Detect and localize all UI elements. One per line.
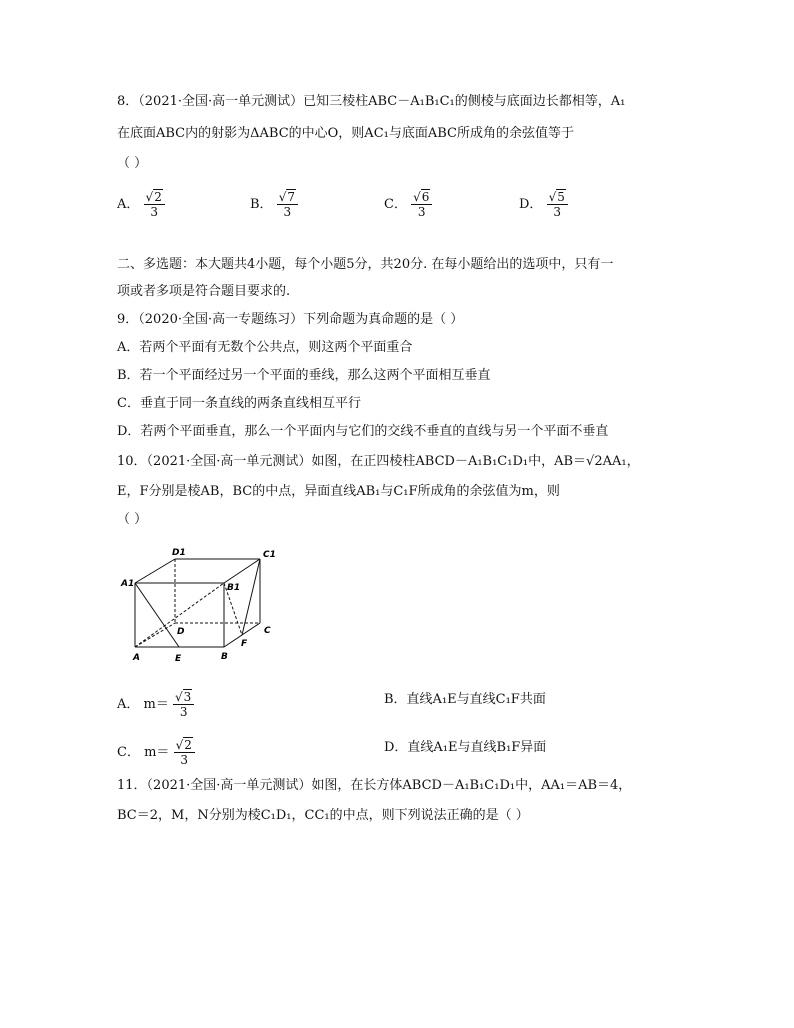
edge-a1d1 <box>135 559 175 583</box>
q8-option-c-den: 3 <box>417 205 426 219</box>
q8-option-a-den: 3 <box>150 205 158 219</box>
segment-a1e <box>135 583 179 647</box>
q8-option-c-num: 6 <box>421 190 430 204</box>
q8-option-c-fraction: $\frac{√6}{3}$ <box>411 190 432 219</box>
q9-option-a[interactable]: A．若两个平面有无数个公共点，则这两个平面重合 <box>117 340 413 355</box>
q10-option-a-label: A． <box>117 697 140 712</box>
label-b: B <box>221 652 228 662</box>
q10-option-a-num: 3 <box>183 690 192 704</box>
q10-option-b[interactable]: B．直线A₁E与直线C₁F共面 <box>384 692 546 707</box>
q11-line1: 11．（2021·全国·高一单元测试）如图，在长方体ABCD－A₁B₁C₁D₁中，AA₁＝AB＝4， <box>117 778 632 793</box>
label-c: C <box>264 626 271 636</box>
q8-option-b[interactable] <box>250 190 298 219</box>
label-e: E <box>175 654 182 664</box>
q8-option-b-den: 3 <box>283 205 292 219</box>
label-b1: B1 <box>227 583 241 593</box>
q8-option-a-num: 2 <box>154 190 162 204</box>
segment-ab1 <box>135 583 224 647</box>
q8-option-b-fraction: $\frac{√7}{3}$ <box>277 190 298 219</box>
q10-line1: 10．（2021·全国·高一单元测试）如图，在正四棱柱ABCD－A₁B₁C₁D₁中，AB＝√2AA₁， <box>117 454 640 469</box>
q9-option-c[interactable]: C．垂直于同一条直线的两条直线相互平行 <box>117 396 361 411</box>
q10-option-c-num: 2 <box>184 738 192 752</box>
q10-option-d[interactable]: D．直线A₁E与直线B₁F异面 <box>384 740 547 755</box>
q10-option-a-fraction: $\frac{√3}{3}$ <box>173 690 194 719</box>
q8-option-d-den: 3 <box>553 205 562 219</box>
q8-option-d-label: D． <box>519 197 543 212</box>
q8-option-b-num: 7 <box>287 190 295 204</box>
q9-option-d[interactable]: D．若两个平面垂直，那么一个平面内与它们的交线不垂直的直线与另一个平面不垂直 <box>117 424 609 439</box>
label-f: F <box>241 639 248 649</box>
q10-line2: E，F分别是棱AB，BC的中点，异面直线AB₁与C₁F所成角的余弦值为m，则 <box>117 484 560 499</box>
section2-line1: 二、多选题：本大题共4小题，每个小题5分，共20分. 在每小题给出的选项中，只有一 <box>117 257 614 272</box>
label-a: A <box>133 653 140 663</box>
q8-option-a-label: A． <box>117 197 140 212</box>
q8-line1: 8．（2021·全国·高一单元测试）已知三棱柱ABC－A₁B₁C₁的侧棱与底面边长都相等，A₁ <box>117 94 626 109</box>
section2-line2: 项或者多项是符合题目要求的. <box>117 284 291 299</box>
edge-b1c1 <box>224 559 260 583</box>
q10-option-c-label: C． <box>117 745 140 760</box>
label-a1: A1 <box>121 579 135 589</box>
q8-option-b-label: B． <box>250 197 273 212</box>
edge-ad <box>135 623 175 647</box>
q8-option-a-fraction: $\frac{√2}{3}$ <box>144 190 165 219</box>
q8-option-d[interactable] <box>519 190 568 219</box>
q10-option-c-fraction: $\frac{√2}{3}$ <box>174 738 195 767</box>
q11-line2: BC＝2，M，N分别为棱C₁D₁，CC₁的中点，则下列说法正确的是（ ） <box>117 808 529 823</box>
q10-prism-figure <box>120 545 290 670</box>
label-d1: D1 <box>172 548 186 558</box>
prism-diagram <box>120 545 290 670</box>
q8-option-c[interactable] <box>384 190 432 219</box>
q9-stem: 9．（2020·全国·高一专题练习）下列命题为真命题的是（ ） <box>117 312 464 327</box>
q10-paren: （ ） <box>117 512 148 527</box>
q8-line2: 在底面ABC内的射影为ΔABC的中心O，则AC₁与底面ABC所成角的余弦值等于 <box>117 126 574 141</box>
q8-option-a[interactable] <box>117 190 165 219</box>
q8-option-d-num: 5 <box>557 190 565 204</box>
q10-option-c[interactable] <box>117 738 195 767</box>
q10-option-a-den: 3 <box>179 705 188 719</box>
segment-c1f <box>242 559 260 635</box>
q8-paren: （ ） <box>117 156 148 171</box>
label-d: D <box>177 627 185 637</box>
q8-option-d-fraction: $\frac{√5}{3}$ <box>547 190 568 219</box>
q10-option-a[interactable] <box>117 690 194 719</box>
label-c1: C1 <box>263 550 276 560</box>
q10-option-c-expr: m＝ <box>144 745 170 760</box>
q10-option-c-den: 3 <box>180 753 189 767</box>
q8-option-c-label: C． <box>384 197 407 212</box>
q10-option-a-expr: m＝ <box>143 697 169 712</box>
q9-option-b[interactable]: B．若一个平面经过另一个平面的垂线，那么这两个平面相互垂直 <box>117 368 491 383</box>
